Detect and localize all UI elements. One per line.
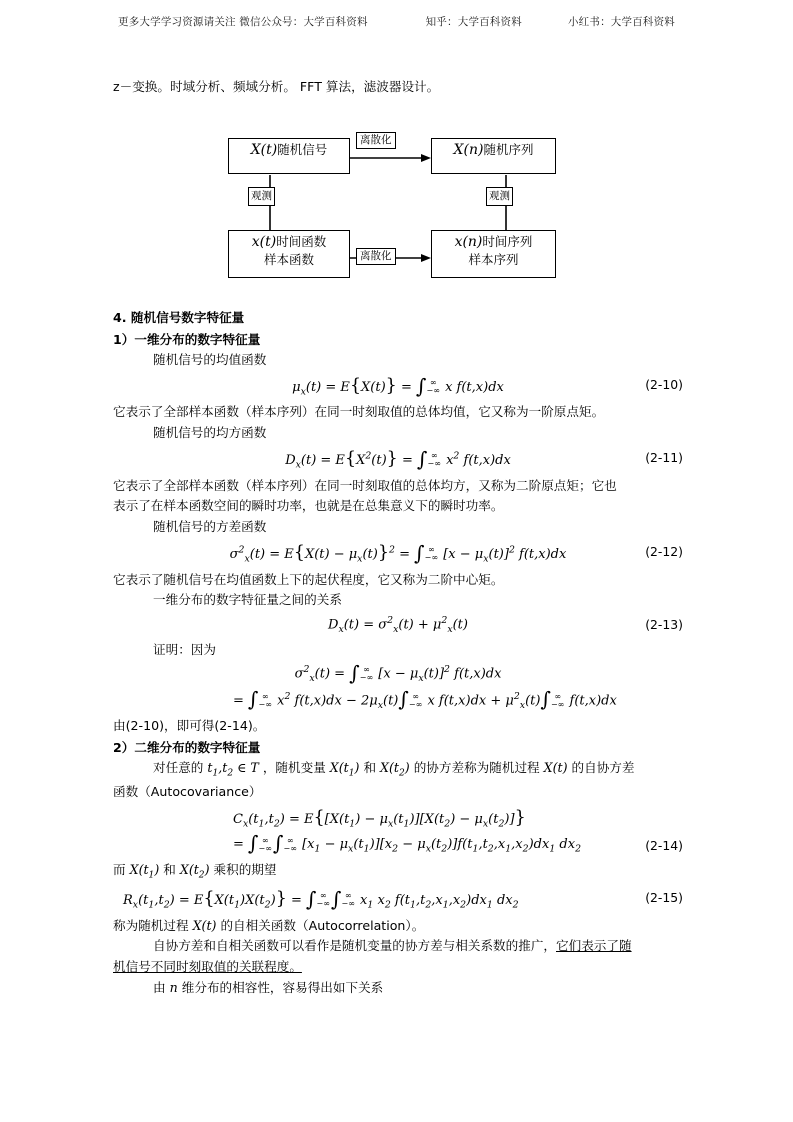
- final-text-1: 由: [153, 979, 166, 995]
- note-paragraph-line2: 机信号不同时刻取值的关联程度。: [113, 959, 302, 975]
- formula-2-10-row: [113, 374, 683, 400]
- proof-line-1: $\sigma^2_x(t)$ = ∫ ∞ −∞ $[x - \mu_x(t)]^2$ f(t,x)dx: [294, 660, 502, 685]
- formula-2-11-tag: (2-11): [645, 449, 683, 465]
- cov-text-1: 对任意的: [153, 759, 204, 775]
- subsection-2-title: 2）二维分布的数字特征量: [113, 740, 261, 756]
- diagram-label-observe-right: 观测: [486, 187, 513, 206]
- variance-intro: 随机信号的方差函数: [153, 518, 267, 534]
- proof-line-2: = ∫ ∞ −∞ $x^2$ $f(t,x)dx - 2\mu_x(t)\int$ ∞ −∞ x $f(t,x)dx + \mu^2_x(t)\int$ ∞ −∞ f(t,x)dx: [233, 687, 617, 712]
- formula-2-14b-row: [113, 831, 683, 856]
- final-text-2: 维分布的相容性，容易得出如下关系: [181, 979, 384, 995]
- diagram-label-discretize-top: 离散化: [356, 132, 396, 149]
- cov-text-5: 的自协方差: [571, 759, 635, 775]
- corr-text-1: 而: [113, 861, 126, 877]
- diagram-box-random-sequence-symbol: X(n): [453, 142, 484, 158]
- diagram-box-time-function-label2: 样本函数: [263, 251, 314, 267]
- variance-description: 它表示了随机信号在均值函数上下的起伏程度，它又称为二阶中心矩。: [113, 571, 504, 587]
- mean-function-description: 它表示了全部样本函数（样本序列）在同一时刻取值的总体均值，它又称为一阶原点矩。: [113, 404, 605, 420]
- final-text-n: n: [169, 979, 178, 995]
- correlation-intro: 而 $X(t_1)$ 和 $X(t_2)$ 乘积的期望: [113, 861, 277, 881]
- formula-2-13-tag: (2-13): [645, 616, 683, 632]
- diagram-label-discretize-bottom: 离散化: [356, 248, 396, 265]
- diagram-box-random-signal-symbol: X(t): [250, 142, 278, 158]
- diagram-box-random-sequence-label: 随机序列: [483, 142, 534, 157]
- page-banner: [0, 14, 793, 29]
- formula-2-11-row: [113, 447, 683, 473]
- mean-square-description-1: 它表示了全部样本函数（样本序列）在同一时刻取值的总体均方，又称为二阶原点矩；它也: [113, 477, 617, 493]
- formula-2-13: $D_x(t) = \sigma^2_x(t) + \mu^2_x(t)$: [328, 614, 468, 635]
- cov-text-4: 的协方差称为随机过程: [413, 759, 540, 775]
- note-text-1-underlined: 它们表示了随: [556, 938, 632, 954]
- relation-intro: 一维分布的数字特征量之间的关系: [153, 592, 342, 608]
- subsection-1-title: 1）一维分布的数字特征量: [113, 332, 261, 348]
- mean-square-description-2: 表示了在样本函数空间的瞬时功率，也就是在总集意义下的瞬时功率。: [113, 498, 504, 514]
- proof-line-2-row: [113, 687, 683, 713]
- covariance-intro-line2: 函数（Autocovariance）: [113, 783, 262, 799]
- section-4-title: 4. 随机信号数字特征量: [113, 309, 245, 325]
- intro-paragraph: z－变换。时域分析、频域分析。 FFT 算法，滤波器设计。: [113, 79, 440, 94]
- formula-2-14b: = ∫ ∞ −∞ ∫ ∞ −∞ $[x_1 - \mu_x(t_1)][x_2 - \mu_x(t_2)]f(t_1,t_2,x_1,x_2)dx_1$ $dx_2$: [233, 831, 582, 856]
- corr-text-3: 乘积的期望: [213, 861, 277, 877]
- diagram-box-time-sequence-label: 时间序列: [482, 234, 533, 249]
- diagram-box-time-sequence-label2: 样本序列: [468, 251, 519, 267]
- formula-2-10: $\mu_x(t) = E\{X(t)\}$ = ∫ ∞ −∞ x f(t,x)dx: [292, 373, 504, 398]
- covariance-intro-line1: 对任意的 $t_1,t_2$ ∈ T ，随机变量 $X(t_1)$ 和 $X(t_2)$ 的协方差称为随机过程 X(t) 的自协方差: [153, 759, 635, 779]
- diagram-box-time-function-symbol: x(t): [251, 234, 277, 250]
- formula-2-14-tag: (2-14): [645, 838, 683, 854]
- diagram-box-time-sequence-symbol: x(n): [454, 234, 483, 250]
- formula-2-10-tag: (2-10): [645, 376, 683, 392]
- diagram-box-time-function-label: 时间函数: [276, 234, 327, 249]
- note-text-1: 自协方差和自相关函数可以看作是随机变量的协方差与相关系数的推广，: [153, 938, 556, 954]
- formula-2-15-row: [113, 887, 683, 913]
- diagram-box-random-signal-label: 随机信号: [277, 142, 328, 157]
- proof-intro: 证明：因为: [153, 641, 216, 657]
- corr-desc-2: 的自相关函数（Autocorrelation）。: [220, 917, 425, 933]
- formula-2-12: $\sigma^2_x(t) = E\{X(t) - \mu_x(t)\}^2$ = ∫ ∞ −∞ $[x - \mu_x(t)]^2$ f(t,x)dx: [229, 540, 567, 565]
- formula-2-11: $D_x(t) = E\{X^2(t)\}$ = ∫ ∞ −∞ $x^2$ f(t,x)dx: [285, 446, 511, 471]
- mean-square-intro: 随机信号的均方函数: [153, 425, 267, 441]
- document-content: [113, 78, 683, 999]
- corr-text-2: 和: [163, 861, 176, 877]
- proof-line-1-row: [113, 660, 683, 686]
- correlation-description: 称为随机过程 X(t) 的自相关函数（Autocorrelation）。: [113, 917, 425, 933]
- derivation-note: 由(2-10)，即可得(2-14)。: [113, 717, 266, 733]
- banner-zhihu: 知乎：大学百科资料: [425, 16, 522, 28]
- diagram-label-observe-left: 观测: [248, 187, 275, 206]
- formula-2-14a: $C_x(t_1,t_2) = E\{[X(t_1) - \mu_x(t_1)][X(t_2) - \mu_x(t_2)]\}$: [233, 807, 526, 830]
- banner-xiaohongshu: 小红书：大学百科资料: [567, 16, 675, 28]
- formula-2-15: $R_x(t_1,t_2) = E\{X(t_1)X(t_2)\}$ = ∫ ∞ −∞ ∫ ∞ −∞ $x_1$ $x_2$ $f(t_1,t_2,x_1,x_2)dx_1$ $dx_2$: [123, 886, 519, 911]
- formula-2-12-tag: (2-12): [645, 543, 683, 559]
- cov-text-3: 和: [363, 759, 377, 775]
- corr-desc-1: 称为随机过程: [113, 917, 189, 933]
- final-paragraph: [113, 979, 683, 998]
- formula-2-12-row: [113, 541, 683, 567]
- mean-function-intro: 随机信号的均值函数: [153, 351, 267, 367]
- formula-2-13-row: [113, 614, 683, 637]
- banner-wechat: 更多大学学习资源请关注 微信公众号：大学百科资料: [118, 16, 368, 28]
- formula-2-14a-row: [113, 806, 683, 832]
- diagram-spacer: [113, 99, 683, 299]
- formula-2-15-tag: (2-15): [645, 889, 683, 905]
- note-paragraph-line1: [113, 937, 683, 956]
- cov-text-2: ，随机变量: [262, 759, 326, 775]
